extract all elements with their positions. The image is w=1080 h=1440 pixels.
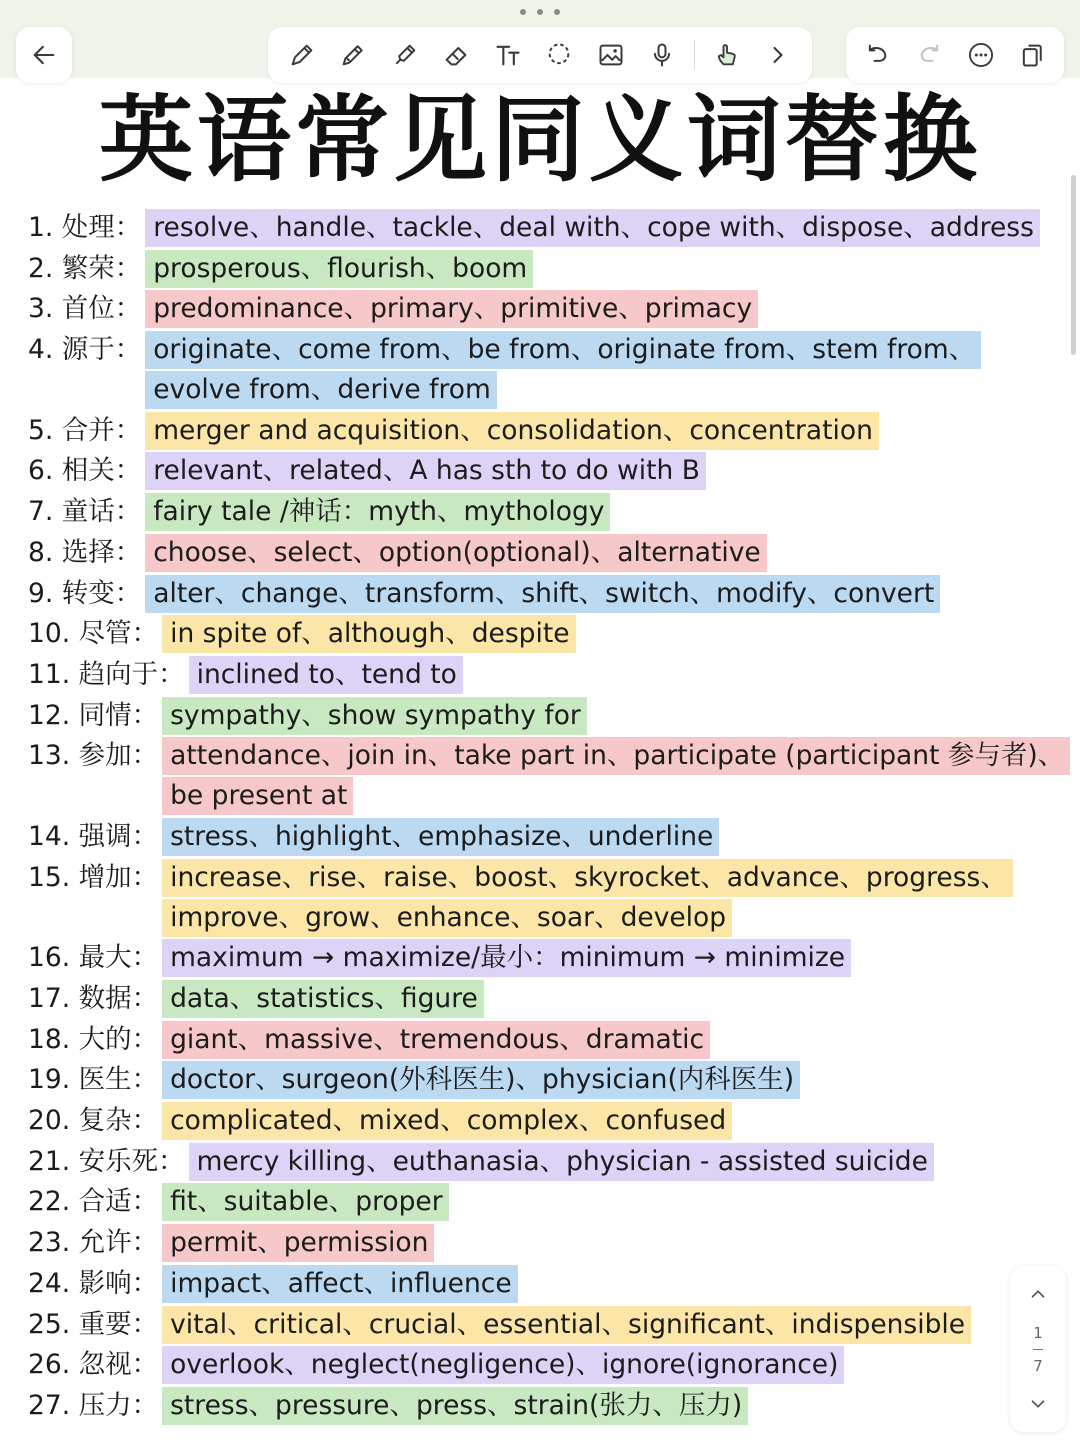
term-label: 22. 合适： bbox=[28, 1186, 159, 1218]
synonym-group bbox=[162, 939, 851, 977]
synonym-group bbox=[145, 412, 879, 450]
touch-hand-icon bbox=[713, 41, 741, 69]
synonym-group bbox=[162, 1021, 710, 1059]
synonym-group bbox=[162, 615, 575, 653]
synonym-row bbox=[28, 1387, 1028, 1425]
synonym-group bbox=[162, 818, 719, 856]
highlighted-synonyms: originate、come from、be from、originate from、stem from、 bbox=[145, 331, 981, 369]
term-label: 8. 选择： bbox=[28, 536, 142, 568]
term-label: 1. 处理： bbox=[28, 212, 142, 243]
window-drag-handle[interactable] bbox=[520, 7, 560, 17]
drawing-tools bbox=[268, 27, 812, 83]
undo-button[interactable] bbox=[858, 35, 898, 75]
image-tool-button[interactable] bbox=[591, 35, 631, 75]
synonym-row bbox=[28, 1102, 1028, 1140]
pen-icon bbox=[288, 41, 316, 69]
term-label: 19. 医生： bbox=[28, 1064, 159, 1096]
highlighted-synonyms: mercy killing、euthanasia、physician - assisted suicide bbox=[189, 1143, 934, 1181]
synonym-group bbox=[162, 859, 1013, 937]
chevron-down-icon bbox=[1027, 1393, 1049, 1415]
term-label: 5. 合并： bbox=[28, 414, 142, 446]
next-page-button[interactable] bbox=[1020, 1386, 1056, 1422]
term-label: 6. 相关： bbox=[28, 455, 142, 487]
synonym-group bbox=[145, 452, 706, 490]
highlighted-synonyms: stress、pressure、press、strain(张力、压力) bbox=[162, 1387, 748, 1425]
term-label: 27. 压力： bbox=[28, 1389, 159, 1421]
synonym-group bbox=[162, 1306, 971, 1344]
previous-page-button[interactable] bbox=[1020, 1276, 1056, 1312]
eraser-icon bbox=[442, 41, 470, 69]
page-separator bbox=[1033, 1349, 1043, 1350]
term-label: 4. 源于： bbox=[28, 334, 142, 366]
synonym-row bbox=[28, 656, 1028, 694]
synonym-row bbox=[28, 209, 1034, 247]
current-page: 1 bbox=[1033, 1323, 1043, 1342]
term-label: 26. 忽视： bbox=[28, 1349, 159, 1381]
highlighted-synonyms: relevant、related、A has sth to do with B bbox=[145, 452, 706, 490]
term-label: 11. 趋向于： bbox=[28, 658, 185, 690]
back-button[interactable] bbox=[24, 35, 64, 75]
microphone-tool-button[interactable] bbox=[642, 35, 682, 75]
synonym-row bbox=[28, 1346, 1028, 1384]
synonym-row bbox=[28, 452, 1028, 490]
synonym-group bbox=[162, 737, 1070, 815]
synonym-row bbox=[28, 615, 1028, 653]
term-label: 2. 繁荣： bbox=[28, 252, 142, 284]
top-toolbar bbox=[0, 0, 1080, 78]
highlighted-synonyms: choose、select、option(optional)、alternative bbox=[145, 534, 767, 572]
synonym-row bbox=[28, 697, 1028, 735]
term-label: 20. 复杂： bbox=[28, 1105, 159, 1137]
synonym-row bbox=[28, 534, 1028, 572]
highlighted-synonyms: alter、change、transform、shift、switch、modify、convert bbox=[145, 575, 940, 613]
back-pill bbox=[16, 27, 72, 83]
undo-icon bbox=[864, 41, 892, 69]
synonym-list bbox=[28, 209, 1065, 1428]
synonym-row bbox=[28, 493, 1028, 531]
highlighted-synonyms: impact、affect、influence bbox=[162, 1265, 518, 1303]
term-label: 9. 转变： bbox=[28, 577, 142, 609]
total-pages: 7 bbox=[1033, 1356, 1043, 1375]
term-label: 7. 童话： bbox=[28, 496, 142, 528]
highlighted-synonyms: stress、highlight、emphasize、underline bbox=[162, 818, 719, 856]
synonym-row bbox=[28, 250, 1028, 288]
highlighted-synonyms: prosperous、flourish、boom bbox=[145, 250, 533, 288]
chevron-up-icon bbox=[1027, 1283, 1049, 1305]
highlighted-synonyms: vital、critical、crucial、essential、significant、indispensible bbox=[162, 1306, 971, 1344]
highlighted-synonyms: merger and acquisition、consolidation、concentration bbox=[145, 412, 879, 450]
pen-tool-button[interactable] bbox=[282, 35, 322, 75]
synonym-group bbox=[145, 534, 767, 572]
redo-button[interactable] bbox=[909, 35, 949, 75]
term-label: 25. 重要： bbox=[28, 1308, 159, 1340]
term-label: 18. 大的： bbox=[28, 1023, 159, 1055]
highlighted-synonyms: overlook、neglect(negligence)、ignore(ignorance) bbox=[162, 1346, 844, 1384]
term-label: 13. 参加： bbox=[28, 740, 159, 772]
synonym-group bbox=[145, 250, 533, 288]
synonym-group bbox=[189, 1143, 934, 1181]
synonym-row bbox=[28, 1143, 1028, 1181]
toolbar-divider bbox=[694, 40, 695, 70]
synonym-group bbox=[145, 290, 758, 328]
term-label: 10. 尽管： bbox=[28, 618, 159, 650]
arrow-left-icon bbox=[30, 41, 58, 69]
synonym-group bbox=[162, 697, 587, 735]
page-navigator bbox=[1010, 1266, 1066, 1432]
highlighted-synonyms: permit、permission bbox=[162, 1224, 434, 1262]
highlighter-tool-button[interactable] bbox=[385, 35, 425, 75]
synonym-group bbox=[162, 1102, 732, 1140]
highlighted-synonyms: fit、suitable、proper bbox=[162, 1183, 449, 1221]
document-actions bbox=[846, 27, 1064, 83]
highlighted-synonyms: improve、grow、enhance、soar、develop bbox=[162, 899, 732, 937]
synonym-group bbox=[145, 331, 981, 409]
highlighted-synonyms: be present at bbox=[162, 777, 353, 815]
synonym-group bbox=[162, 1346, 844, 1384]
synonym-row bbox=[28, 412, 1028, 450]
synonym-group bbox=[162, 1224, 434, 1262]
eraser-tool-button[interactable] bbox=[436, 35, 476, 75]
synonym-group bbox=[162, 980, 484, 1018]
page-indicator bbox=[1033, 1323, 1043, 1376]
synonym-row bbox=[28, 980, 1028, 1018]
term-label: 17. 数据： bbox=[28, 983, 159, 1014]
synonym-row bbox=[28, 1061, 1028, 1099]
synonym-row bbox=[28, 290, 1028, 328]
synonym-row bbox=[28, 575, 1028, 613]
highlighted-synonyms: doctor、surgeon(外科医生)、physician(内科医生) bbox=[162, 1061, 800, 1099]
highlighted-synonyms: data、statistics、figure bbox=[162, 980, 484, 1018]
synonym-row bbox=[28, 939, 1028, 977]
highlighted-synonyms: fairy tale /神话：myth、mythology bbox=[145, 493, 610, 531]
term-label: 3. 首位： bbox=[28, 293, 142, 325]
pages-icon bbox=[1018, 41, 1046, 69]
highlighted-synonyms: complicated、mixed、complex、confused bbox=[162, 1102, 732, 1140]
synonym-row bbox=[28, 859, 1028, 937]
pencil-tool-button[interactable] bbox=[333, 35, 373, 75]
touch-mode-button[interactable] bbox=[707, 35, 747, 75]
highlighted-synonyms: giant、massive、tremendous、dramatic bbox=[162, 1021, 710, 1059]
highlighted-synonyms: predominance、primary、primitive、primacy bbox=[145, 290, 758, 328]
highlighted-synonyms: evolve from、derive from bbox=[145, 371, 497, 409]
term-label: 23. 允许： bbox=[28, 1227, 159, 1259]
microphone-icon bbox=[648, 41, 676, 69]
synonym-group bbox=[145, 209, 1040, 247]
highlighted-synonyms: in spite of、although、despite bbox=[162, 615, 575, 653]
synonym-row bbox=[28, 331, 1028, 409]
synonym-row bbox=[28, 1265, 1028, 1303]
term-label: 16. 最大： bbox=[28, 942, 159, 974]
synonym-group bbox=[162, 1265, 518, 1303]
pencil-icon bbox=[339, 41, 367, 69]
highlighted-synonyms: inclined to、tend to bbox=[189, 656, 463, 694]
synonym-group bbox=[145, 493, 610, 531]
term-label: 24. 影响： bbox=[28, 1267, 159, 1299]
synonym-row bbox=[28, 818, 1028, 856]
text-icon bbox=[494, 41, 522, 69]
synonym-group bbox=[189, 656, 463, 694]
synonym-group bbox=[145, 575, 940, 613]
highlighted-synonyms: resolve、handle、tackle、deal with、cope with、dispose、address bbox=[145, 209, 1040, 247]
synonym-row bbox=[28, 737, 1065, 815]
highlighted-synonyms: increase、rise、raise、boost、skyrocket、advance、progress、 bbox=[162, 859, 1013, 897]
synonym-group bbox=[162, 1061, 800, 1099]
pages-button[interactable] bbox=[1012, 35, 1052, 75]
more-icon bbox=[967, 41, 995, 69]
synonym-row bbox=[28, 1306, 1028, 1344]
synonym-group bbox=[162, 1387, 748, 1425]
more-button[interactable] bbox=[961, 35, 1001, 75]
lasso-icon bbox=[545, 41, 573, 69]
term-label: 15. 增加： bbox=[28, 861, 159, 893]
scrollbar[interactable] bbox=[1071, 175, 1076, 355]
synonym-row bbox=[28, 1021, 1028, 1059]
highlighted-synonyms: attendance、join in、take part in、participate (participant 参与者)、 bbox=[162, 737, 1070, 775]
term-label: 14. 强调： bbox=[28, 820, 159, 852]
synonym-row bbox=[28, 1224, 1028, 1262]
synonym-group bbox=[162, 1183, 449, 1221]
page-title: 英语常见同义词替换 bbox=[98, 86, 981, 195]
highlighted-synonyms: sympathy、show sympathy for bbox=[162, 697, 587, 735]
synonym-row bbox=[28, 1183, 1028, 1221]
chevron-right-icon bbox=[764, 41, 792, 69]
redo-icon bbox=[915, 41, 943, 69]
expand-tools-button[interactable] bbox=[758, 35, 798, 75]
highlighted-synonyms: maximum → maximize/最小：minimum → minimize bbox=[162, 939, 851, 977]
term-label: 21. 安乐死： bbox=[28, 1145, 185, 1177]
text-tool-button[interactable] bbox=[488, 35, 528, 75]
image-icon bbox=[597, 41, 625, 69]
lasso-tool-button[interactable] bbox=[539, 35, 579, 75]
term-label: 12. 同情： bbox=[28, 699, 159, 731]
highlighter-icon bbox=[391, 41, 419, 69]
